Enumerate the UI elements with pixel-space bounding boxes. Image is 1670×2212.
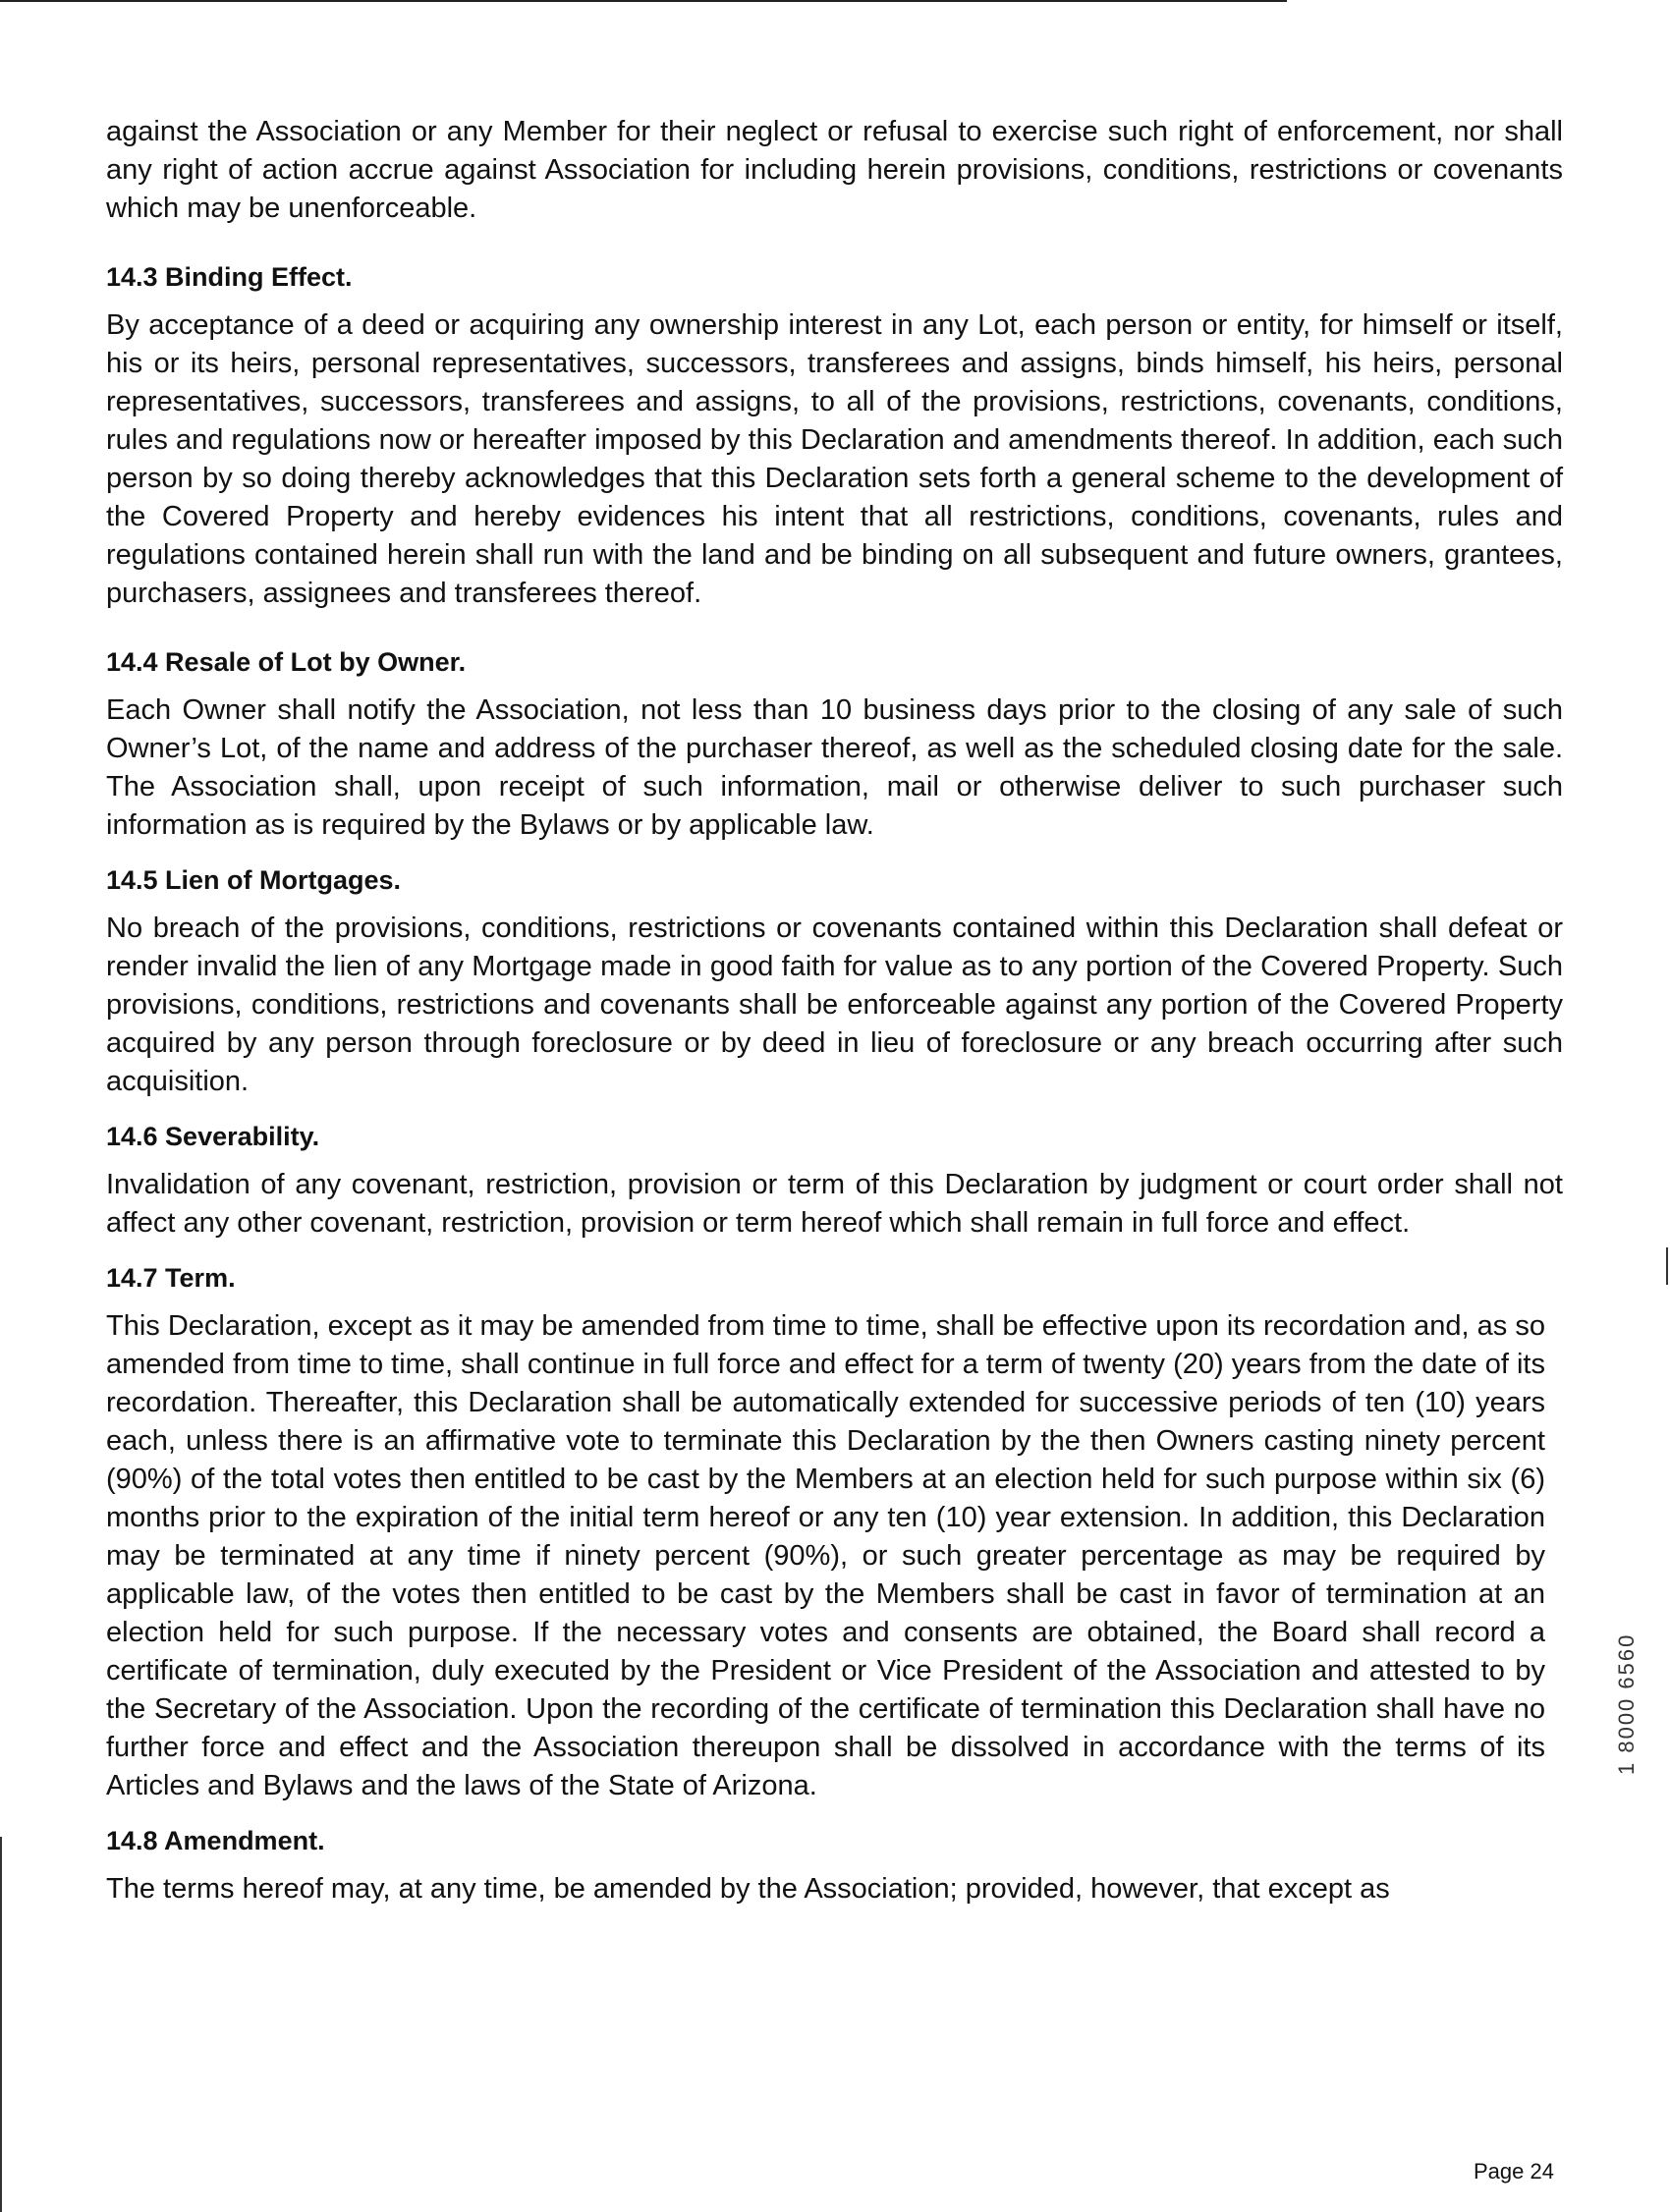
page-number: Page 24 [1474,2159,1554,2184]
document-page [106,113,1563,1908]
intro-paragraph: against the Association or any Member for their neglect or refusal to exercise such right of enforcement, nor shall any right of action accrue against Association for including herein provisions, conditions, restrictions or covenants which may be unenforceable. [106,116,1563,224]
section-body: Invalidation of any covenant, restriction, provision or term of this Declaration by judgment or court order shall not affect any other covenant, restriction, provision or term hereof which shall remain in full force and effect. [106,1169,1563,1239]
recording-number: 1 8000 6560 [1614,1632,1639,1776]
section-body: No breach of the provisions, conditions, restrictions or covenants contained within this Declaration shall defeat or render invalid the lien of any Mortgage made in good faith for value as to any portion of the Covered Property. Such provisions, conditions, restrictions and covenants shall be enforceable against any portion of the Covered Property acquired by any person through foreclosure or by deed in lieu of foreclosure or any breach occurring after such acquisition. [106,912,1563,1097]
section-heading: 14.5 Lien of Mortgages. [106,865,402,895]
section-body: By acceptance of a deed or acquiring any ownership interest in any Lot, each person or entity, for himself or itself, his or its heirs, personal representatives, successors, transferees and assigns, binds himself, his heirs, personal representatives, successors, transferees and assigns, to all of the provisions, restrictions, covenants, conditions, rules and regulations now or hereafter imposed by this Declaration and amendments thereof. In addition, each such person by so doing thereby acknowledges that this Declaration sets forth a general scheme to the development of the Covered Property and hereby evidences his intent that all restrictions, conditions, covenants, rules and regulations contained herein shall run with the land and be binding on all subsequent and future owners, grantees, purchasers, assignees and transferees thereof. [106,309,1563,609]
section-body: The terms hereof may, at any time, be amended by the Association; provided, however, that except as [106,1873,1390,1905]
left-margin-mark [0,1837,2,2212]
section-heading: 14.8 Amendment. [106,1826,325,1855]
section-body: Each Owner shall notify the Association, not less than 10 business days prior to the closing of any sale of such Owner’s Lot, of the name and address of the purchaser thereof, as well as the scheduled closing date for the sale. The Association shall, upon receipt of such information, mail or otherwise deliver to such purchaser such information as is required by the Bylaws or by applicable law. [106,694,1563,841]
section-heading: 14.4 Resale of Lot by Owner. [106,647,467,677]
top-border-line [0,0,1287,2]
section-heading: 14.7 Term. [106,1263,236,1293]
section-body: This Declaration, except as it may be amended from time to time, shall be effective upon its recordation and, as so amended from time to time, shall continue in full force and effect for a term of twenty (20) years from the date of its recordation. Thereafter, this Declaration shall be automatically extended for successive periods of ten (10) years each, unless there is an affirmative vote to terminate this Declaration by the then Owners casting ninety percent (90%) of the total votes then entitled to be cast by the Members at an election held for such purpose within six (6) months prior to the expiration of the initial term hereof or any ten (10) year extension. In addition, this Declaration may be terminated at any time if ninety percent (90%), or such greater percentage as may be required by applicable law, of the votes then entitled to be cast by the Members shall be cast in favor of termination at an election held for such purpose. If the necessary votes and consents are obtained, the Board shall record a certificate of termination, duly executed by the President or Vice President of the Association and attested to by the Secretary of the Association. Upon the recording of the certificate of termination this Declaration shall have no further force and effect and the Association thereupon shall be dissolved in accordance with the terms of its Articles and Bylaws and the laws of the State of Arizona. [106,1310,1545,1801]
right-margin-mark [1666,1247,1668,1285]
section-heading: 14.3 Binding Effect. [106,262,353,292]
section-heading: 14.6 Severability. [106,1122,320,1151]
